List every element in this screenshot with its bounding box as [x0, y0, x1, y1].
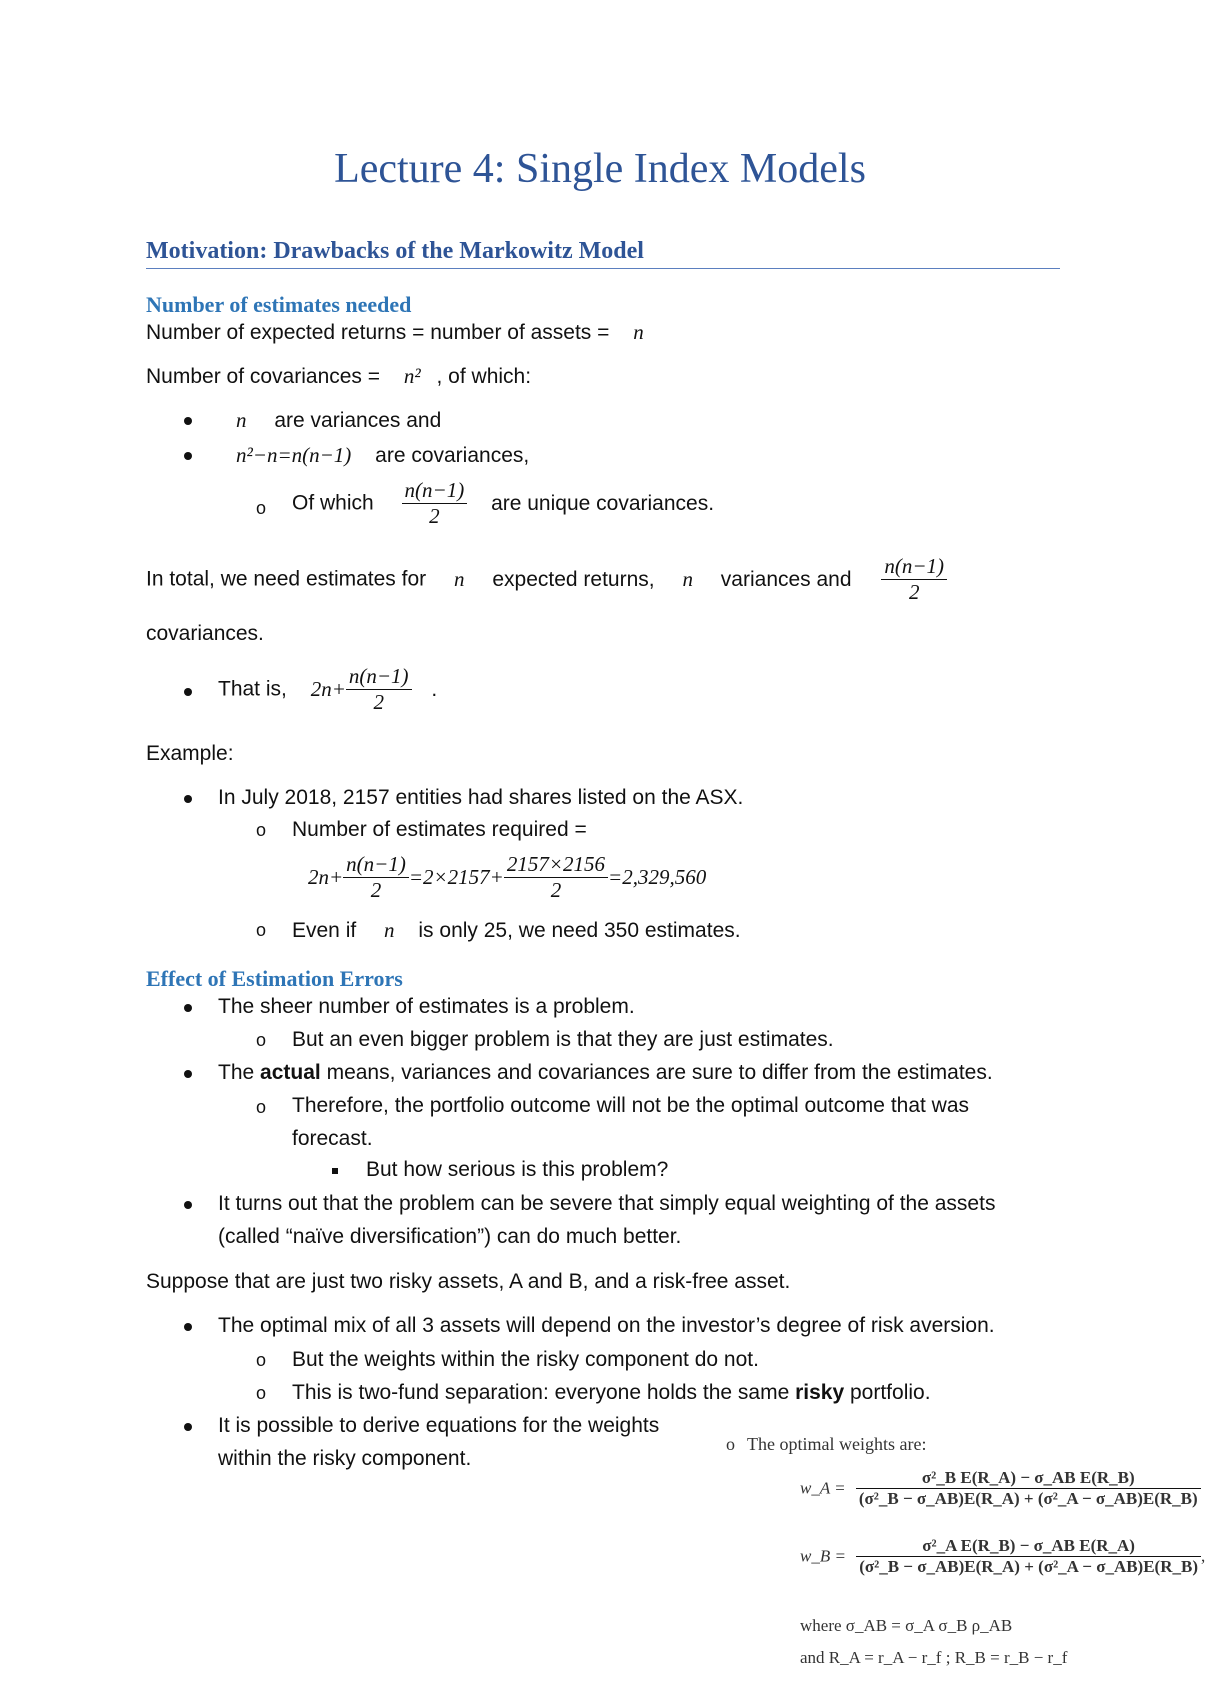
- bullet-sheer-number: The sheer number of estimates is a problem.: [218, 995, 635, 1018]
- comma: ,: [1201, 1546, 1205, 1566]
- wb-fraction: [856, 1536, 1201, 1577]
- derive-line-2: within the risky component.: [218, 1447, 472, 1470]
- that-is-line: [218, 664, 437, 715]
- math-two-n: 2n+: [310, 677, 346, 701]
- fraction-denominator: 2: [908, 580, 920, 604]
- fraction-denominator: 2: [429, 504, 440, 528]
- total-covariances: covariances.: [146, 622, 264, 645]
- equation-result: =2,329,560: [608, 865, 707, 889]
- wa-lhs: w_A =: [800, 1478, 846, 1498]
- wb-lhs: w_B =: [800, 1546, 846, 1566]
- derive-line-1: It is possible to derive equations for the weights: [218, 1414, 660, 1437]
- wa-denominator: (σ²_B − σ_AB)E(R_A) + (σ²_A − σ_AB)E(R_B): [858, 1489, 1198, 1508]
- equation-middle: =2×2157+: [408, 865, 504, 889]
- bullet-dot: [184, 1201, 192, 1209]
- wb-denominator: (σ²_B − σ_AB)E(R_A) + (σ²_A − σ_AB)E(R_B): [859, 1557, 1198, 1576]
- turns-out-line-1: It turns out that the problem can be severe that simply equal weighting of the assets: [218, 1192, 996, 1215]
- estimates-equation: [308, 852, 706, 903]
- section-heading-motivation: Motivation: Drawbacks of the Markowitz Model: [146, 238, 1060, 269]
- suppose-text: Suppose that are just two risky assets, A and B, and a risk-free asset.: [146, 1270, 791, 1293]
- covariances-tail: , of which:: [436, 365, 532, 388]
- variances-text: are variances and: [274, 409, 442, 432]
- unique-covariances-text: are unique covariances.: [491, 491, 715, 515]
- fraction-denominator: 2: [370, 878, 382, 902]
- bullet-actual-means: [218, 1061, 993, 1085]
- math-n: n: [682, 567, 693, 591]
- period: .: [431, 677, 438, 701]
- fraction-numerator: n(n−1): [343, 852, 409, 878]
- bullet-dot: [184, 417, 192, 425]
- math-n-squared: n²: [403, 364, 421, 388]
- fraction-that-is: [346, 664, 412, 715]
- total-line: [146, 554, 947, 605]
- bullet-dot: [184, 1323, 192, 1331]
- bullet-dot: [184, 688, 192, 696]
- expected-returns-line: [146, 320, 644, 345]
- math-n: n: [454, 567, 465, 591]
- optimal-mix-text: The optimal mix of all 3 assets will depend on the investor’s degree of risk aversion.: [218, 1314, 995, 1337]
- optimal-weights-intro: o The optimal weights are:: [726, 1434, 927, 1454]
- circle-bullet: o: [256, 1030, 267, 1050]
- total-text-c: variances and: [720, 567, 852, 591]
- total-text-b: expected returns,: [492, 567, 655, 591]
- circle-bullet: o: [256, 1383, 267, 1403]
- weight-b-equation: [800, 1536, 1205, 1577]
- math-n: n: [236, 408, 247, 432]
- fraction-denominator: 2: [550, 878, 562, 902]
- that-is-text: That is,: [218, 677, 287, 701]
- wa-fraction: [856, 1468, 1201, 1509]
- two-fund-line: [292, 1381, 931, 1405]
- actual-pre: The: [218, 1061, 255, 1084]
- even-if-tail: is only 25, we need 350 estimates.: [418, 919, 741, 942]
- circle-bullet: o: [256, 498, 267, 518]
- bullet-dot: [184, 1070, 192, 1078]
- subheading-estimates-needed: Number of estimates needed: [146, 292, 412, 317]
- bullet-dot: [184, 452, 192, 460]
- expected-returns-text: Number of expected returns = number of assets =: [146, 321, 610, 344]
- bullet-variances: [236, 408, 441, 433]
- wb-numerator: σ²_A E(R_B) − σ_AB E(R_A): [856, 1536, 1201, 1557]
- circle-bullet: o: [256, 1097, 267, 1117]
- even-if-text: Even if: [292, 919, 357, 942]
- circle-bullet: o: [256, 1350, 267, 1370]
- fraction-unique: [402, 478, 468, 529]
- square-bullet: [332, 1168, 338, 1174]
- bullet-dot: [184, 795, 192, 803]
- math-two-n: 2n+: [308, 865, 344, 889]
- covariances-text: Number of covariances =: [146, 365, 381, 388]
- bigger-problem-text: But an even bigger problem is that they are just estimates.: [292, 1028, 834, 1051]
- covariances-line: [146, 364, 531, 389]
- math-n-sq-minus-n: n²−n=n(n−1): [236, 443, 352, 467]
- how-serious-text: But how serious is this problem?: [366, 1158, 669, 1181]
- unique-covariances-line: [292, 478, 714, 529]
- wa-numerator: σ²_B E(R_A) − σ_AB E(R_B): [856, 1468, 1201, 1489]
- two-fund-post: portfolio.: [850, 1381, 931, 1404]
- circle-bullet: o: [256, 820, 267, 840]
- intro-text: The optimal weights are:: [747, 1434, 927, 1454]
- fraction-numerator: n(n−1): [346, 664, 412, 690]
- and-line: and R_A = r_A − r_f ; R_B = r_B − r_f: [800, 1648, 1068, 1667]
- estimates-required-text: Number of estimates required =: [292, 818, 587, 841]
- circle-bullet: o: [256, 920, 267, 940]
- fraction-numerator: n(n−1): [402, 478, 468, 504]
- weight-a-equation: [800, 1468, 1201, 1509]
- example-label: Example:: [146, 742, 234, 765]
- subheading-estimation-errors: Effect of Estimation Errors: [146, 966, 403, 991]
- turns-out-line-2: (called “naïve diversification”) can do much better.: [218, 1225, 682, 1248]
- two-fund-pre: This is two-fund separation: everyone holds the same: [292, 1381, 790, 1404]
- actual-post: means, variances and covariances are sure to differ from the estimates.: [326, 1061, 993, 1084]
- two-fund-bold: risky: [795, 1381, 845, 1404]
- example-bullet-asx: In July 2018, 2157 entities had shares listed on the ASX.: [218, 786, 744, 809]
- even-if-line: [292, 918, 741, 943]
- actual-bold: actual: [260, 1061, 321, 1084]
- therefore-line-1: Therefore, the portfolio outcome will not be the optimal outcome that was: [292, 1094, 970, 1117]
- where-line: where σ_AB = σ_A σ_B ρ_AB: [800, 1616, 1013, 1635]
- of-which-text: Of which: [292, 491, 374, 515]
- weights-within-text: But the weights within the risky component do not.: [292, 1348, 759, 1371]
- therefore-line-2: forecast.: [292, 1127, 373, 1150]
- total-text-a: In total, we need estimates for: [146, 567, 427, 591]
- bullet-dot: [184, 1004, 192, 1012]
- math-n: n: [633, 320, 644, 344]
- bullet-dot: [184, 1423, 192, 1431]
- fraction-total: [881, 554, 947, 605]
- bullet-covariances: [236, 443, 529, 468]
- fraction-example: [343, 852, 409, 903]
- covariances-text: are covariances,: [375, 444, 530, 467]
- fraction-denominator: 2: [373, 690, 384, 714]
- fraction-product: [504, 852, 608, 903]
- fraction-numerator: n(n−1): [881, 554, 947, 580]
- page-title: Lecture 4: Single Index Models: [334, 146, 866, 192]
- math-n: n: [384, 918, 395, 942]
- fraction-numerator: 2157×2156: [504, 852, 608, 878]
